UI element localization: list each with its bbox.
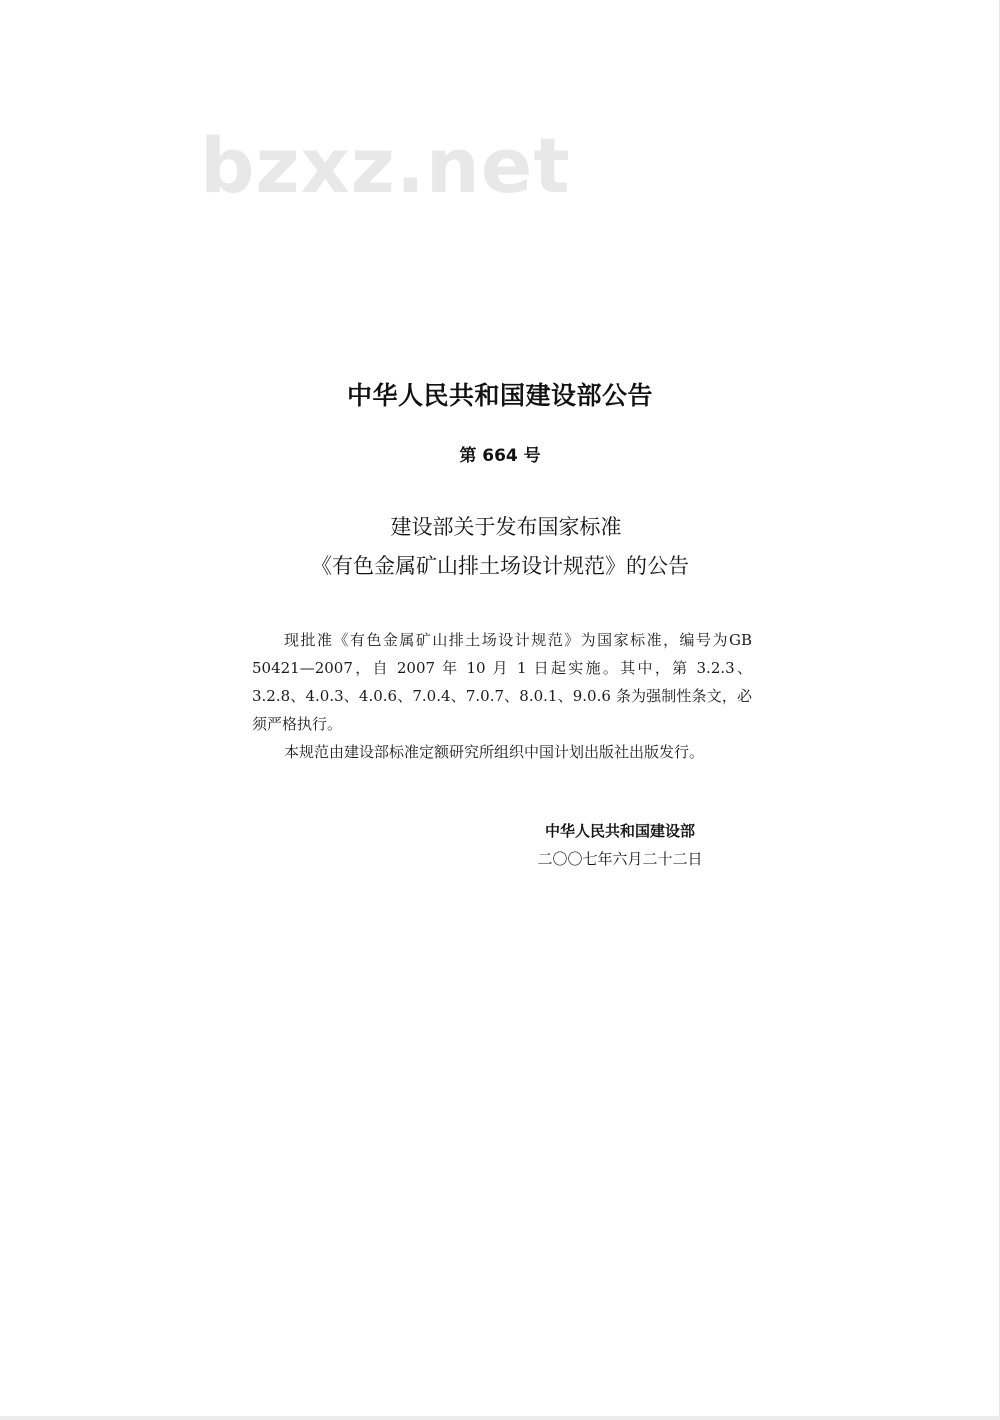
page-edge-bottom (0, 1416, 1000, 1420)
announcement-title: 中华人民共和国建设部公告 (346, 381, 653, 410)
announcement-subtitle-line2: 《有色金属矿山排土场设计规范》的公告 (311, 554, 689, 578)
signature-organization: 中华人民共和国建设部 (544, 822, 695, 840)
body-paragraph-publisher: 本规范由建设部标准定额研究所组织中国计划出版社出版发行。 (284, 743, 705, 761)
announcement-number: 第 664 号 (459, 446, 541, 466)
announcement-subtitle-line1: 建设部关于发布国家标准 (390, 515, 622, 539)
signature-date: 二〇〇七年六月二十二日 (537, 850, 703, 868)
watermark-text: bzxz.net (200, 121, 571, 210)
announcement-body (252, 626, 752, 766)
body-paragraph-approval: 现批准《有色金属矿山排土场设计规范》为国家标准，编号为GB 50421—2007，自 2007 年 10 月 1 日起实施。其中，第 3.2.3、3.2.8、4.0.3、4.0.6、7.0.4、7.0.7、8.0.1、9.0.6 条为强制性条文，必须严格执行。 (252, 631, 752, 733)
